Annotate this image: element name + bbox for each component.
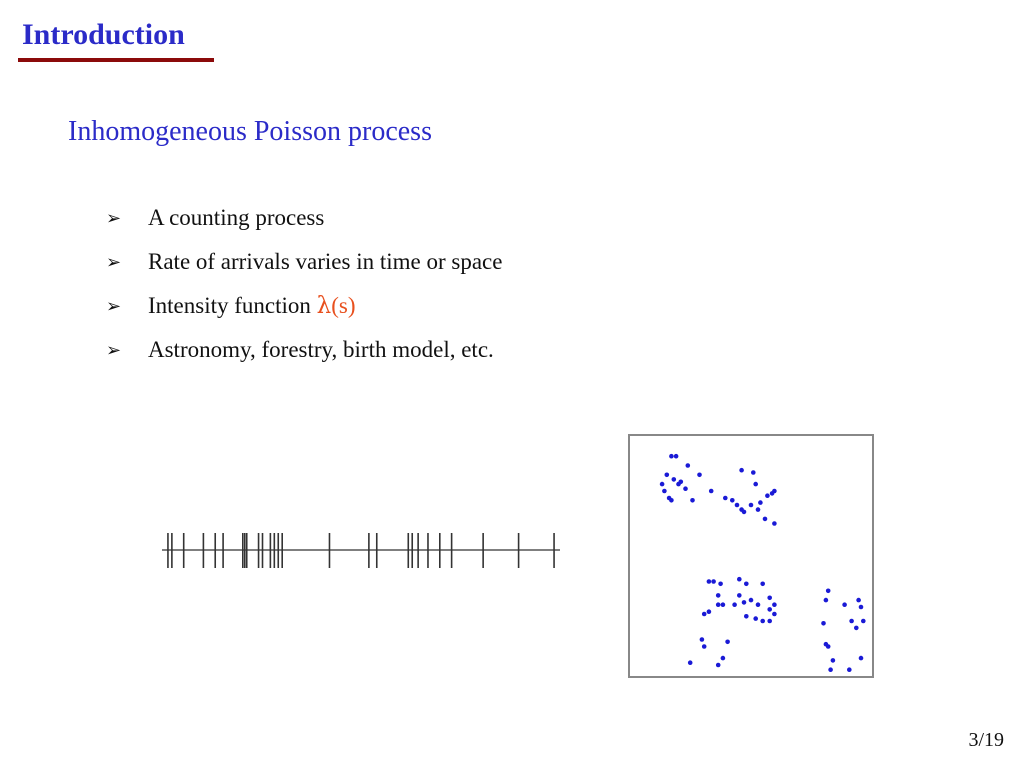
scatter-point — [737, 577, 742, 582]
spatial-scatter-plot — [628, 434, 874, 678]
scatter-point — [669, 454, 674, 459]
scatter-point — [760, 619, 765, 624]
scatter-point — [697, 473, 702, 478]
page-number: 3/19 — [968, 729, 1004, 751]
arrow-bullet-icon: ➢ — [106, 207, 122, 228]
scatter-point — [856, 598, 861, 603]
intensity-function-label: λ(s) — [316, 293, 356, 319]
scatter-point — [679, 480, 684, 485]
scatter-point — [707, 609, 712, 614]
scatter-point — [718, 582, 723, 587]
scatter-point — [753, 616, 758, 621]
arrow-bullet-icon: ➢ — [106, 339, 122, 360]
scatter-point — [854, 626, 859, 631]
scatter-point — [725, 640, 730, 645]
scatter-point — [756, 602, 761, 607]
scatter-point — [772, 521, 777, 526]
scatter-point — [821, 621, 826, 626]
scatter-point — [716, 593, 721, 598]
scatter-point — [672, 477, 677, 482]
scatter-point — [749, 598, 754, 603]
bullet-text: Intensity function — [148, 293, 317, 318]
scatter-point — [767, 607, 772, 612]
scatter-point — [847, 667, 852, 672]
scatter-point — [772, 612, 777, 617]
scatter-point — [744, 582, 749, 587]
scatter-point — [723, 496, 728, 501]
scatter-point — [751, 470, 756, 475]
scatter-point — [742, 600, 747, 605]
scatter-point — [665, 473, 670, 478]
scatter-point — [824, 598, 829, 603]
bullet-text: A counting process — [148, 205, 325, 230]
arrow-bullet-icon: ➢ — [106, 295, 122, 316]
scatter-point — [760, 582, 765, 587]
scatter-point — [721, 602, 726, 607]
scatter-point — [688, 660, 693, 665]
scatter-point — [711, 579, 716, 584]
scatter-point — [767, 619, 772, 624]
scatter-point — [686, 463, 691, 468]
scatter-point — [859, 605, 864, 610]
scatter-point — [753, 482, 758, 487]
scatter-point — [690, 498, 695, 503]
scatter-point — [737, 593, 742, 598]
scatter-point — [826, 589, 831, 594]
slide-subtitle: Inhomogeneous Poisson process — [68, 116, 432, 147]
scatter-point — [700, 637, 705, 642]
scatter-point — [861, 619, 866, 624]
scatter-point — [742, 510, 747, 515]
scatter-point — [849, 619, 854, 624]
scatter-point — [826, 644, 831, 649]
scatter-point — [772, 602, 777, 607]
scatter-point — [702, 612, 707, 617]
scatter-point — [735, 503, 740, 508]
scatter-point — [739, 468, 744, 473]
scatter-point — [707, 579, 712, 584]
scatter-point — [721, 656, 726, 661]
scatter-point — [859, 656, 864, 661]
scatter-point — [828, 667, 833, 672]
scatter-point — [772, 489, 777, 494]
scatter-point — [732, 602, 737, 607]
bullet-text: Rate of arrivals varies in time or space — [148, 249, 503, 274]
scatter-point — [765, 493, 770, 498]
scatter-point — [763, 517, 768, 522]
arrow-bullet-icon: ➢ — [106, 251, 122, 272]
slide-title: Introduction — [22, 18, 185, 51]
scatter-point — [842, 602, 847, 607]
scatter-point — [702, 644, 707, 649]
scatter-point — [716, 602, 721, 607]
scatter-point — [749, 503, 754, 508]
scatter-point — [669, 498, 674, 503]
bullet-text: Astronomy, forestry, birth model, etc. — [148, 337, 494, 362]
scatter-point — [758, 500, 763, 505]
scatter-plot-canvas — [630, 436, 872, 676]
scatter-point — [683, 486, 688, 491]
scatter-point — [730, 498, 735, 503]
scatter-point — [767, 596, 772, 601]
scatter-point — [831, 658, 836, 663]
scatter-point — [662, 489, 667, 494]
scatter-point — [709, 489, 714, 494]
scatter-point — [674, 454, 679, 459]
scatter-point — [756, 507, 761, 512]
scatter-point — [744, 614, 749, 619]
scatter-point — [716, 663, 721, 668]
scatter-point — [660, 482, 665, 487]
